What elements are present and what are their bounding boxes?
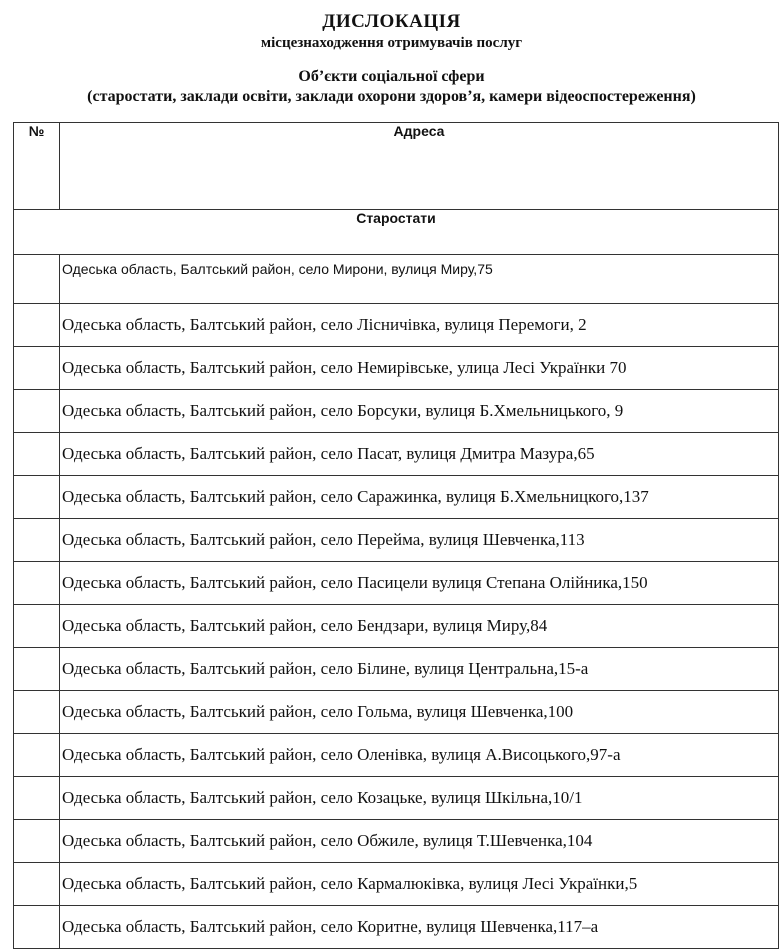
- row-number-cell: [14, 347, 60, 390]
- address-cell: Одеська область, Балтський район, село Пасицели вулиця Степана Олійника,150: [60, 562, 779, 605]
- address-cell: Одеська область, Балтський район, село Коритне, вулиця Шевченка,117–а: [60, 906, 779, 949]
- table-row: [14, 777, 779, 820]
- table-row: [14, 863, 779, 906]
- table-row: [14, 390, 779, 433]
- table-row: [14, 433, 779, 476]
- row-number-cell: [14, 519, 60, 562]
- group-row: [14, 210, 779, 255]
- row-number-cell: [14, 562, 60, 605]
- row-number-cell: [14, 476, 60, 519]
- address-cell: Одеська область, Балтський район, село Оленівка, вулиця А.Висоцького,97-а: [60, 734, 779, 777]
- row-number-cell: [14, 255, 60, 304]
- table-header-row: [14, 123, 779, 210]
- table-row: [14, 304, 779, 347]
- column-header-number: №: [14, 123, 60, 210]
- table-row: [14, 476, 779, 519]
- document-title: ДИСЛОКАЦІЯ: [322, 11, 461, 32]
- table-row: [14, 605, 779, 648]
- address-cell: Одеська область, Балтський район, село Бендзари, вулиця Миру,84: [60, 605, 779, 648]
- address-cell: Одеська область, Балтський район, село Борсуки, вулиця Б.Хмельницького, 9: [60, 390, 779, 433]
- address-cell: Одеська область, Балтський район, село Лісничівка, вулиця Перемоги, 2: [60, 304, 779, 347]
- row-number-cell: [14, 906, 60, 949]
- table-row: [14, 906, 779, 949]
- address-table: [13, 122, 779, 949]
- address-cell: Одеська область, Балтський район, село Кармалюківка, вулиця Лесі Українки,5: [60, 863, 779, 906]
- table-row: [14, 519, 779, 562]
- table-row: [14, 820, 779, 863]
- address-cell: Одеська область, Балтський район, село Пасат, вулиця Дмитра Мазура,65: [60, 433, 779, 476]
- document-subtitle: місцезнаходження отримувачів послуг: [260, 35, 523, 51]
- section-title: Об’єкти соціальної сфери: [298, 68, 485, 85]
- table-row: [14, 648, 779, 691]
- row-number-cell: [14, 734, 60, 777]
- row-number-cell: [14, 433, 60, 476]
- table-row: [14, 691, 779, 734]
- row-number-cell: [14, 390, 60, 433]
- address-cell: Одеська область, Балтський район, село Мирони, вулиця Миру,75: [60, 255, 779, 304]
- address-cell: Одеська область, Балтський район, село Гольма, вулиця Шевченка,100: [60, 691, 779, 734]
- row-number-cell: [14, 648, 60, 691]
- address-cell: Одеська область, Балтський район, село Білине, вулиця Центральна,15-а: [60, 648, 779, 691]
- row-number-cell: [14, 605, 60, 648]
- document-header: [0, 0, 783, 107]
- address-cell: Одеська область, Балтський район, село Перейма, вулиця Шевченка,113: [60, 519, 779, 562]
- row-number-cell: [14, 304, 60, 347]
- table-row: [14, 562, 779, 605]
- address-cell: Одеська область, Балтський район, село Немирівське, улица Лесі Українки 70: [60, 347, 779, 390]
- group-label: Старостати: [14, 210, 779, 255]
- table-row: [14, 255, 779, 304]
- table-row: [14, 347, 779, 390]
- address-cell: Одеська область, Балтський район, село Козацьке, вулиця Шкільна,10/1: [60, 777, 779, 820]
- row-number-cell: [14, 863, 60, 906]
- address-cell: Одеська область, Балтський район, село Обжиле, вулиця Т.Шевченка,104: [60, 820, 779, 863]
- row-number-cell: [14, 820, 60, 863]
- table-row: [14, 734, 779, 777]
- row-number-cell: [14, 777, 60, 820]
- column-header-address: Адреса: [60, 123, 779, 210]
- address-cell: Одеська область, Балтський район, село Саражинка, вулиця Б.Хмельницкого,137: [60, 476, 779, 519]
- section-subtitle: (старостати, заклади освіти, заклади охорони здоров’я, камери відеоспостереження): [87, 88, 696, 105]
- row-number-cell: [14, 691, 60, 734]
